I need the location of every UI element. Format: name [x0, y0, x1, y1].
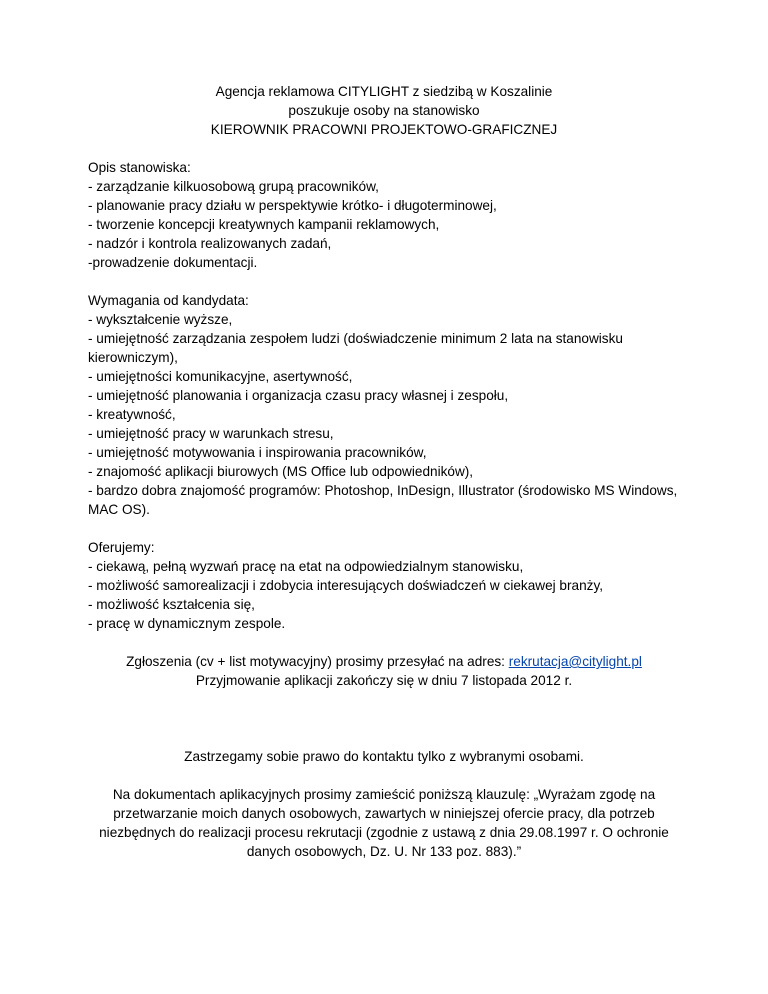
list-item: - zarządzanie kilkuosobową grupą pracowników, — [88, 179, 379, 194]
list-item: - wykształcenie wyższe, — [88, 312, 233, 327]
list-item: - znajomość aplikacji biurowych (MS Office lub odpowiedników), — [88, 464, 474, 479]
list-item: - umiejętność planowania i organizacja czasu pracy własnej i zespołu, — [88, 388, 509, 403]
list-item: - umiejętność zarządzania zespołem ludzi (doświadczenie minimum 2 lata na stanowisku kierowniczym), — [88, 331, 627, 365]
application-deadline: Przyjmowanie aplikacji zakończy się w dniu 7 listopada 2012 r. — [195, 673, 573, 688]
section-heading: Wymagania od kandydata: — [88, 293, 249, 308]
data-protection-clause: Na dokumentach aplikacyjnych prosimy zamieścić poniższą klauzulę: „Wyrażam zgodę na przetwarzanie moich danych osobowych, zawartych w niniejszej ofercie pracy, dla potrzeb niezbędnych do realizacji procesu rekrutacji (zgodnie z ustawą z dnia 29.08.1997 r. O ochronie danych osobowych, Dz. U. Nr 133 poz. 883).” — [99, 787, 669, 859]
list-item: - umiejętność motywowania i inspirowania pracowników, — [88, 445, 427, 460]
job-description-section — [88, 158, 680, 272]
company-intro: Agencja reklamowa CITYLIGHT z siedzibą w Koszalinie — [215, 84, 553, 99]
application-block — [88, 652, 680, 690]
footer-block — [88, 747, 680, 861]
list-item: -prowadzenie dokumentacji. — [88, 255, 258, 270]
email-link[interactable]: rekrutacja@citylight.pl — [508, 654, 642, 669]
job-title: KIEROWNIK PRACOWNI PROJEKTOWO-GRAFICZNEJ — [210, 122, 558, 137]
list-item: - ciekawą, pełną wyzwań pracę na etat na odpowiedzialnym stanowisku, — [88, 559, 524, 574]
reservation-notice: Zastrzegamy sobie prawo do kontaktu tylko z wybranymi osobami. — [184, 749, 584, 764]
list-item: - bardzo dobra znajomość programów: Photoshop, InDesign, Illustrator (środowisko MS Windows, MAC OS). — [88, 483, 682, 517]
list-item: - umiejętność pracy w warunkach stresu, — [88, 426, 334, 441]
section-heading: Opis stanowiska: — [88, 160, 191, 175]
list-item: - umiejętności komunikacyjne, asertywność, — [88, 369, 353, 384]
list-item: - pracę w dynamicznym zespole. — [88, 616, 286, 631]
list-item: - planowanie pracy działu w perspektywie krótko- i długoterminowej, — [88, 198, 497, 213]
seeking-text: poszukuje osoby na stanowisko — [288, 103, 480, 118]
list-item: - możliwość kształcenia się, — [88, 597, 255, 612]
requirements-section — [88, 291, 680, 519]
list-item: - kreatywność, — [88, 407, 176, 422]
list-item: - tworzenie koncepcji kreatywnych kampanii reklamowych, — [88, 217, 440, 232]
section-heading: Oferujemy: — [88, 540, 155, 555]
list-item: - nadzór i kontrola realizowanych zadań, — [88, 236, 332, 251]
application-text: Zgłoszenia (cv + list motywacyjny) prosimy przesyłać na adres: — [126, 654, 509, 669]
header-block — [88, 82, 680, 139]
application-instructions — [88, 652, 680, 671]
list-item: - możliwość samorealizacji i zdobycia interesujących doświadczeń w ciekawej branży, — [88, 578, 604, 593]
offer-section — [88, 538, 680, 633]
